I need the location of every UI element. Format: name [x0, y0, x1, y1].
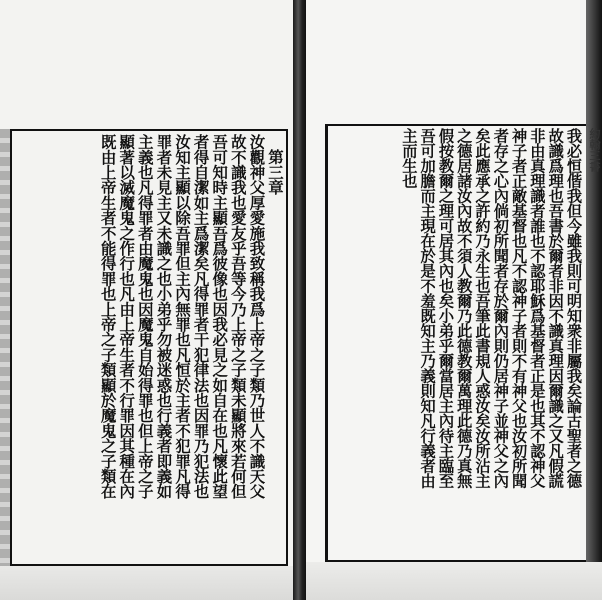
text-column: 我必恒偕我但今雖我則可明知衆非屬我矣論古聖者之德 [565, 128, 583, 488]
right-page-bottom-margin [306, 562, 602, 600]
text-column: 汝觀神父厚愛施我致稱我爲上帝之子類乃世人不識天父 [247, 134, 266, 499]
text-column: 既由上帝生者不能得罪也上帝之子類顯於魔鬼之子類在 [98, 134, 117, 499]
text-column: 吾可知時主顯吾爲彼像也因我必見之如自在也凡懷此望 [210, 134, 229, 499]
text-column: 罪者未見主又未識之也小弟乎勿被迷惑也行義者即義如 [154, 134, 173, 499]
text-column: 非由真理識者誰也不認耶穌爲基督者正是也其不認神父 [528, 128, 547, 488]
text-column: 之德居諸汝內故不須人教爾乃此德教爾萬理此德乃真無 [455, 128, 474, 488]
text-column: 者存之心內倘初所聞者存於爾內則仍居神子並神父之內 [491, 128, 510, 488]
left-text-columns [16, 134, 284, 562]
left-page-bottom-margin [0, 566, 293, 600]
right-page-dark-edge [586, 0, 602, 600]
page-folio: 約翰三書 [588, 128, 601, 172]
text-column: 主而生也 [400, 128, 419, 188]
text-column: 汝知主顯以除吾罪但主內無罪也凡恒於主者不犯罪凡得 [173, 134, 192, 499]
text-column: 者得自潔如主爲潔矣凡得罪者干犯律法也因罪乃犯法也 [191, 134, 210, 499]
book-gutter [293, 0, 306, 600]
text-column: 矣此應承之許約乃永生也吾筆此書規人惑汝矣汝所沾主 [473, 128, 492, 488]
text-column: 神子者正敵基督也凡不認神子者則不有神父也汝初所聞 [510, 128, 529, 488]
text-column: 假按教爾之理可居其內也矣小弟乎爾當居主內待主臨至 [436, 128, 455, 488]
right-text-columns [333, 128, 583, 558]
text-column: 故識爲理也吾書於爾者非因不識真理因爾識之又凡假謊 [546, 128, 565, 488]
text-column: 吾可加膽而主現在於是不羞既知主乃義則知凡行義者由 [418, 128, 437, 488]
text-column: 主義也凡得罪者由魔鬼也因魔鬼自始得罪也但上帝之子 [135, 134, 154, 499]
chapter-title: 第三章 [266, 149, 284, 195]
text-column: 故不識我也愛友乎吾等今乃上帝之子類未顯將來若何但 [228, 134, 247, 499]
text-column: 顯著以滅魔鬼之作行也凡由上帝生者不行罪因其種在內 [117, 134, 136, 499]
